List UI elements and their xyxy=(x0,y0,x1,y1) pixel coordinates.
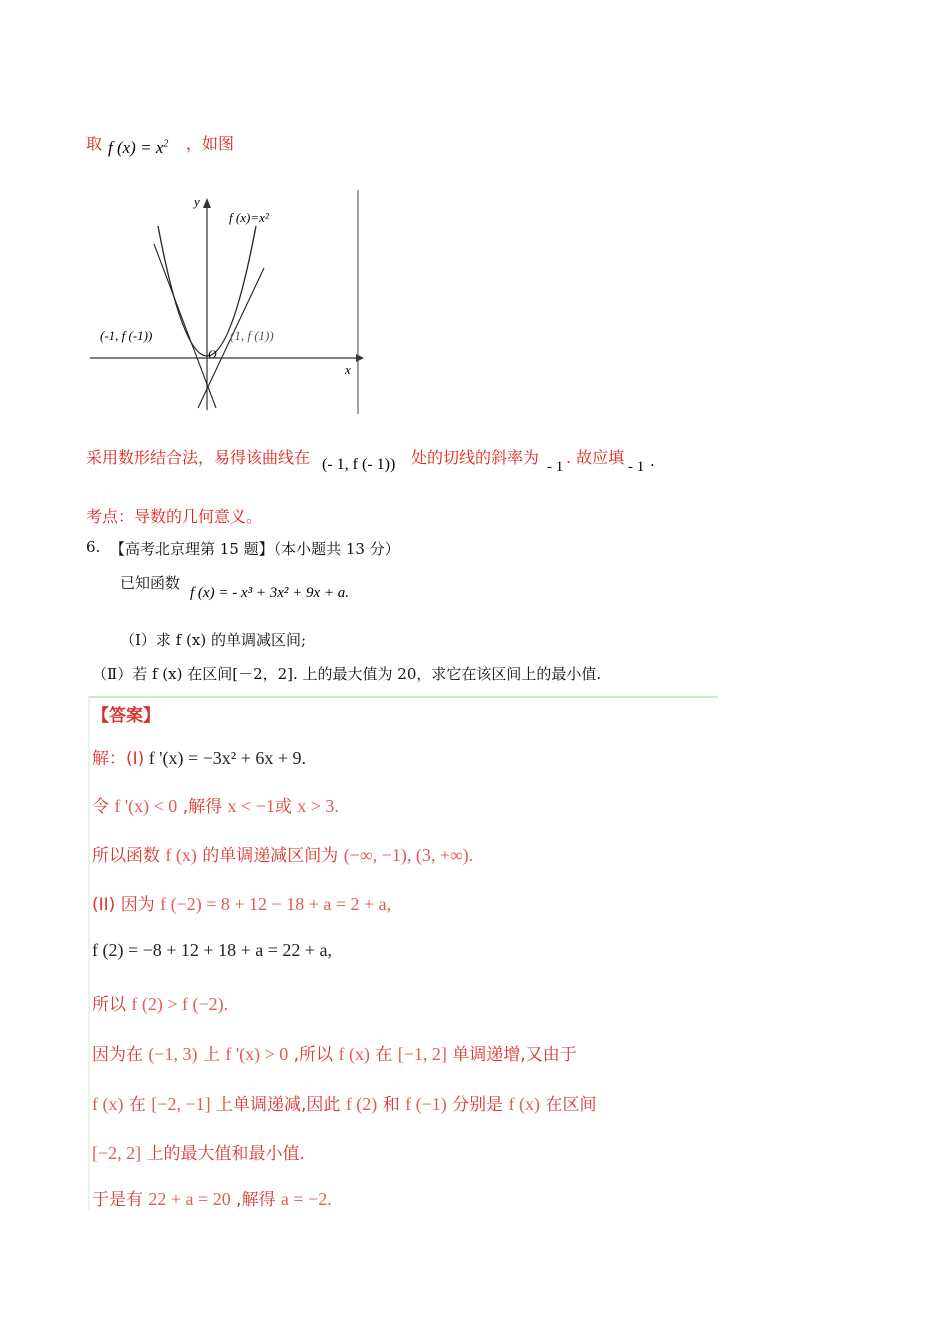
answer-line-4-math: f (−2) = 8 + 12 − 18 + a = 2 + a, xyxy=(160,894,392,914)
answer-line-1-label: 解：(I) xyxy=(92,749,145,769)
q6-part2: （Ⅱ）若 f (x) 在区间[－2，2]. 上的最大值为 20，求它在该区间上的最小值. xyxy=(92,665,602,683)
method-mid: 处的切线的斜率为 xyxy=(411,448,540,467)
answer-line-5 xyxy=(92,940,332,961)
answer-line-8-label3: 上单调递减,因此 xyxy=(210,1095,346,1115)
intro-function xyxy=(108,138,168,158)
y-axis-arrow xyxy=(203,198,211,208)
method-answer: - 1 xyxy=(628,459,645,475)
answer-line-4-label: (II) 因为 xyxy=(92,895,161,915)
answer-line-8-math: f (x) xyxy=(92,1094,124,1114)
answer-line-1 xyxy=(92,744,306,769)
method-point: (- 1, f (- 1)) xyxy=(322,456,396,473)
q6-part1: （Ⅰ）求 f (x) 的单调减区间; xyxy=(120,631,306,649)
answer-line-8 xyxy=(92,1090,596,1115)
parabola-figure xyxy=(86,186,376,416)
method-pre: 采用数形结合法，易得该曲线在 xyxy=(86,448,311,467)
q6-given: 已知函数 xyxy=(120,574,181,592)
answer-line-7 xyxy=(92,1040,577,1065)
answer-line-8-label6: 在区间 xyxy=(540,1095,597,1115)
answer-line-6 xyxy=(92,990,228,1015)
answer-line-2-math2: x < −1 xyxy=(227,796,275,816)
answer-line-8-math3: f (2) xyxy=(345,1094,378,1114)
answer-line-8-math4: f (−1) xyxy=(405,1094,447,1114)
answer-line-10-label: 于是有 xyxy=(92,1190,149,1210)
kaodian-line: 考点：导数的几何意义。 xyxy=(86,507,263,526)
answer-line-2-label3: 或 xyxy=(274,797,298,817)
answer-line-8-math2: [−2, −1] xyxy=(151,1094,211,1114)
answer-line-3 xyxy=(92,841,473,866)
answer-line-7-label3: ,所以 xyxy=(288,1045,339,1065)
answer-line-10-label2: ,解得 xyxy=(230,1190,281,1210)
curve-label: f (x)=x² xyxy=(229,210,269,225)
answer-line-5-math: f (2) = −8 + 12 + 18 + a = 22 + a, xyxy=(92,940,333,960)
answer-line-7-math3: f (x) xyxy=(338,1044,370,1064)
intro-func-sup: 2 xyxy=(163,138,169,150)
answer-line-7-math4: [−1, 2] xyxy=(397,1044,447,1064)
method-end: . xyxy=(650,452,655,470)
right-point-label: (1, f (1)) xyxy=(230,328,274,343)
answer-line-7-label4: 在 xyxy=(369,1045,398,1065)
answer-line-7-label2: 上 xyxy=(197,1045,226,1065)
q6-function: f (x) = - x³ + 3x² + 9x + a. xyxy=(190,585,350,601)
answer-line-1-math: f '(x) = −3x² + 6x + 9. xyxy=(144,748,307,768)
answer-line-3-math: f (x) xyxy=(165,845,197,865)
intro-tail: ，如图 xyxy=(186,134,235,153)
intro-take: 取 xyxy=(86,134,103,153)
answer-line-9-label2: 上的最大值和最小值. xyxy=(141,1144,305,1164)
answer-line-9 xyxy=(92,1139,305,1164)
q6-title: 【高考北京理第 15 题】（本小题共 13 分） xyxy=(110,540,400,558)
answer-line-3-label2: 的单调递减区间为 xyxy=(196,846,344,866)
answer-line-7-label: 因为在 xyxy=(92,1045,149,1065)
answer-line-8-label5: 分别是 xyxy=(446,1095,509,1115)
answer-line-10-math: 22 + a = 20 xyxy=(148,1189,231,1209)
y-axis-label: y xyxy=(194,194,200,209)
left-point-label: (-1, f (-1)) xyxy=(100,328,153,343)
answer-line-10 xyxy=(92,1185,332,1210)
answer-line-7-math2: f '(x) > 0 xyxy=(225,1044,289,1064)
answer-line-8-label2: 在 xyxy=(123,1095,152,1115)
answer-line-2-label2: ,解得 xyxy=(177,797,228,817)
intro-func-text: f (x) = x xyxy=(108,138,164,157)
answer-line-8-math5: f (x) xyxy=(508,1094,541,1114)
answer-line-10-math2: a = −2. xyxy=(280,1189,332,1209)
answer-line-3-math2: (−∞, −1), (3, +∞). xyxy=(343,845,474,865)
answer-line-9-math: [−2, 2] xyxy=(92,1143,142,1163)
answer-line-4 xyxy=(92,890,391,915)
x-axis-label: x xyxy=(345,362,351,377)
answer-line-8-label4: 和 xyxy=(377,1095,406,1115)
answer-line-7-math: (−1, 3) xyxy=(148,1044,198,1064)
answer-header: 【答案】 xyxy=(92,706,160,726)
answer-line-2-math3: x > 3. xyxy=(297,796,339,816)
answer-line-7-label5: 单调递增,又由于 xyxy=(446,1045,577,1065)
answer-line-3-label: 所以函数 xyxy=(92,846,166,866)
answer-line-2-label: 令 xyxy=(92,797,115,817)
method-slope: - 1 xyxy=(547,459,564,475)
answer-line-2-math: f '(x) < 0 xyxy=(114,796,178,816)
answer-line-6-label: 所以 xyxy=(92,995,132,1015)
q6-number: 6. xyxy=(86,538,101,556)
method-fill-text: . 故应填 xyxy=(566,448,625,467)
answer-line-6-math: f (2) > f (−2). xyxy=(131,994,229,1014)
origin-label: O xyxy=(208,347,217,361)
answer-line-2 xyxy=(92,792,339,817)
x-axis-arrow xyxy=(356,354,364,362)
